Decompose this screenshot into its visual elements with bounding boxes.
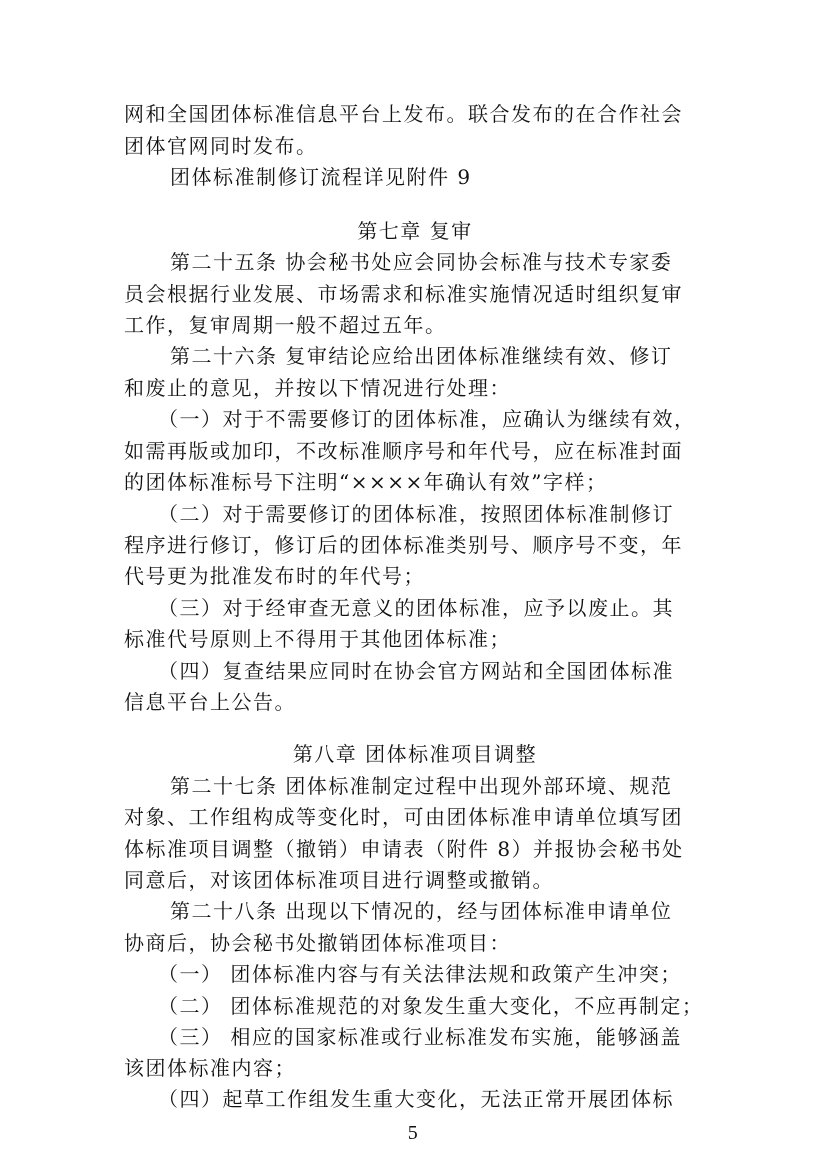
list-item-line: （一）对于不需要修订的团体标准，应确认为继续有效，	[158, 407, 696, 431]
text-line: 标准代号原则上不得用于其他团体标准；	[124, 627, 511, 651]
text-line: 的团体标准标号下注明“××××年确认有效”字样；	[124, 470, 608, 494]
chapter-heading: 第七章 复审	[357, 219, 473, 243]
text-line: 团体官网同时发布。	[124, 134, 318, 158]
article-line: 第二十七条 团体标准制定过程中出现外部环境、规范	[170, 774, 673, 798]
list-item-line: （三） 相应的国家标准或行业标准发布实施，能够涵盖	[158, 1025, 682, 1049]
text-line: 体标准项目调整（撤销）申请表（附件 8）并报协会秘书处	[124, 837, 684, 861]
text-line: 工作，复审周期一般不超过五年。	[124, 313, 447, 337]
text-line: 员会根据行业发展、市场需求和标准实施情况适时组织复审	[124, 282, 683, 306]
text-line: 对象、工作组构成等变化时，可由团体标准申请单位填写团	[124, 805, 683, 829]
list-item-line: （一） 团体标准内容与有关法律法规和政策产生冲突；	[158, 962, 682, 986]
list-item-line: （二） 团体标准规范的对象发生重大变化，不应再制定；	[158, 994, 704, 1018]
text-line: 团体标准制修订流程详见附件 9	[170, 165, 472, 189]
text-line: 程序进行修订，修订后的团体标准类别号、顺序号不变，年	[124, 533, 683, 557]
list-item-line: （四）复查结果应同时在协会官方网站和全国团体标准	[158, 659, 674, 683]
text-line: 和废止的意见，并按以下情况进行处理：	[124, 376, 511, 400]
list-item-line: （四）起草工作组发生重大变化，无法正常开展团体标	[158, 1087, 674, 1111]
article-line: 第二十六条 复审结论应给出团体标准继续有效、修订	[170, 344, 673, 368]
page-number: 5	[407, 1122, 420, 1144]
list-item-line: （二）对于需要修订的团体标准，按照团体标准制修订	[158, 502, 674, 526]
text-line: 网和全国团体标准信息平台上发布。联合发布的在合作社会	[124, 102, 683, 126]
text-line: 协商后，协会秘书处撤销团体标准项目：	[124, 931, 511, 955]
text-line: 同意后，对该团体标准项目进行调整或撤销。	[124, 868, 554, 892]
text-line: 代号更为批准发布时的年代号；	[124, 564, 425, 588]
article-line: 第二十八条 出现以下情况的，经与团体标准申请单位	[170, 899, 673, 923]
text-line: 该团体标准内容；	[124, 1056, 296, 1080]
chapter-heading: 第八章 团体标准项目调整	[292, 742, 538, 766]
article-line: 第二十五条 协会秘书处应会同协会标准与技术专家委	[170, 250, 673, 274]
text-line: 信息平台上公告。	[124, 690, 296, 714]
list-item-line: （三）对于经审查无意义的团体标准，应予以废止。其	[158, 596, 674, 620]
text-line: 如需再版或加印，不改标准顺序号和年代号，应在标准封面	[124, 439, 683, 463]
